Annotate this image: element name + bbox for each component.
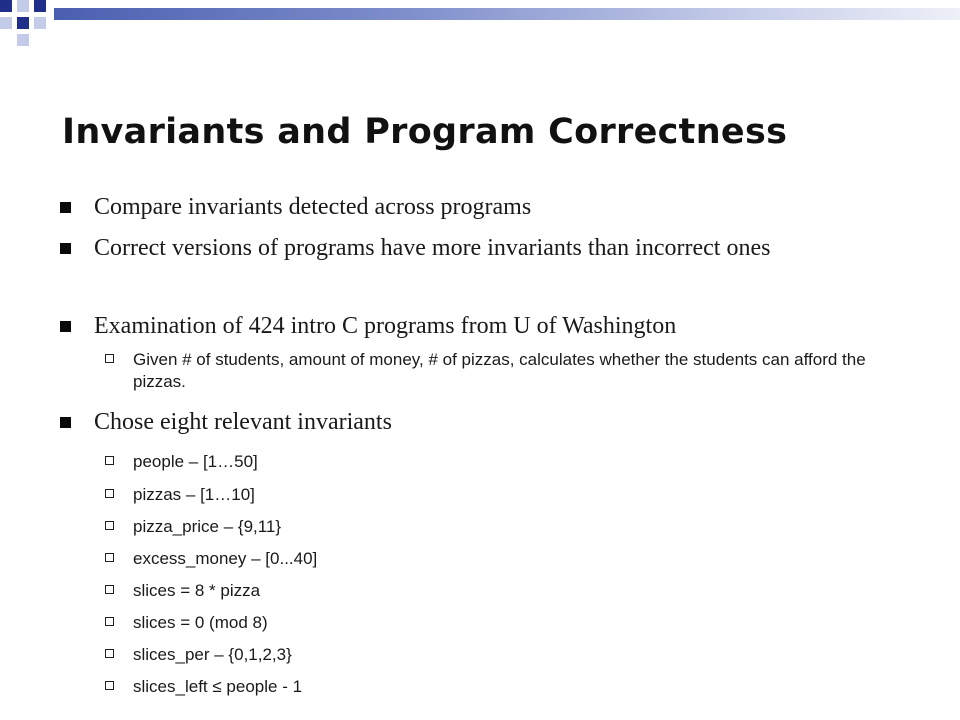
bullet-text: Compare invariants detected across programs [94,194,532,220]
hollow-square-bullet-icon [105,521,114,530]
hollow-square-bullet-icon [105,585,114,594]
invariant-text: excess_money – [0...40] [133,549,318,568]
hollow-square-bullet-icon [105,354,114,363]
bullet-text: Chose eight relevant invariants [94,409,392,435]
invariant-text: slices = 0 (mod 8) [133,613,268,632]
invariant-text: slices = 8 * pizza [133,581,261,600]
bullet-text: Examination of 424 intro C programs from U of Washington [94,313,677,339]
slide-title: Invariants and Program Correctness [62,112,788,152]
invariant-text: pizza_price – {9,11} [133,517,282,536]
hollow-square-bullet-icon [105,489,114,498]
invariant-text: pizzas – [1…10] [133,485,255,504]
corner-decoration [0,0,960,60]
square-bullet-icon [60,321,71,332]
square-bullet-icon [60,243,71,254]
hollow-square-bullet-icon [105,553,114,562]
invariant-text: people – [1…50] [133,452,258,471]
invariant-text: slices_left ≤ people - 1 [133,677,303,696]
sub-bullet-text: Given # of students, amount of money, # of pizzas, calculates whether the students can afford the pizzas. [133,350,866,391]
deco-square [0,0,12,12]
deco-square [17,0,29,12]
deco-square [17,34,29,46]
deco-square [0,17,12,29]
deco-square [17,17,29,29]
square-bullet-icon [60,417,71,428]
hollow-square-bullet-icon [105,617,114,626]
hollow-square-bullet-icon [105,456,114,465]
hollow-square-bullet-icon [105,681,114,690]
header-gradient-bar [54,8,960,20]
hollow-square-bullet-icon [105,649,114,658]
deco-square [34,17,46,29]
bullet-text: Correct versions of programs have more invariants than incorrect ones [94,235,771,261]
deco-square [34,0,46,12]
square-bullet-icon [60,202,71,213]
invariant-text: slices_per – {0,1,2,3} [133,645,292,664]
